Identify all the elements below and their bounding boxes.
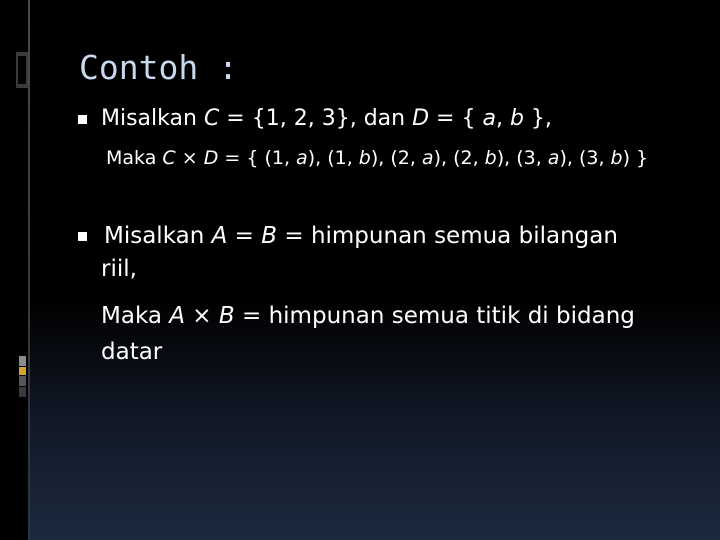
- bullet-square-icon: [78, 232, 87, 241]
- sidebar-color-marks: [19, 356, 27, 398]
- sidebar-mark-darker: [19, 387, 26, 397]
- bullet-square-icon: [78, 115, 87, 124]
- title-marker-inner: [18, 56, 26, 84]
- bullet-2-line-3: Maka A × B = himpunan semua titik di bidang: [101, 303, 635, 329]
- sidebar-mark-gray: [19, 356, 26, 366]
- bullet-1-line-1: Misalkan C = {1, 2, 3}, dan D = { a, b },: [101, 106, 552, 131]
- slide-title: Contoh :: [79, 48, 238, 87]
- bullet-2-line-2: riil,: [101, 256, 137, 282]
- bullet-1-line-2: Maka C × D = { (1, a), (1, b), (2, a), (2, b), (3, a), (3, b) }: [106, 147, 649, 169]
- sidebar-mark-dark: [19, 376, 26, 386]
- bullet-2-line-1: Misalkan A = B = himpunan semua bilangan: [104, 223, 618, 249]
- sidebar-mark-gold: [19, 367, 26, 375]
- bullet-2-line-4: datar: [101, 339, 163, 365]
- left-border-line: [28, 0, 30, 540]
